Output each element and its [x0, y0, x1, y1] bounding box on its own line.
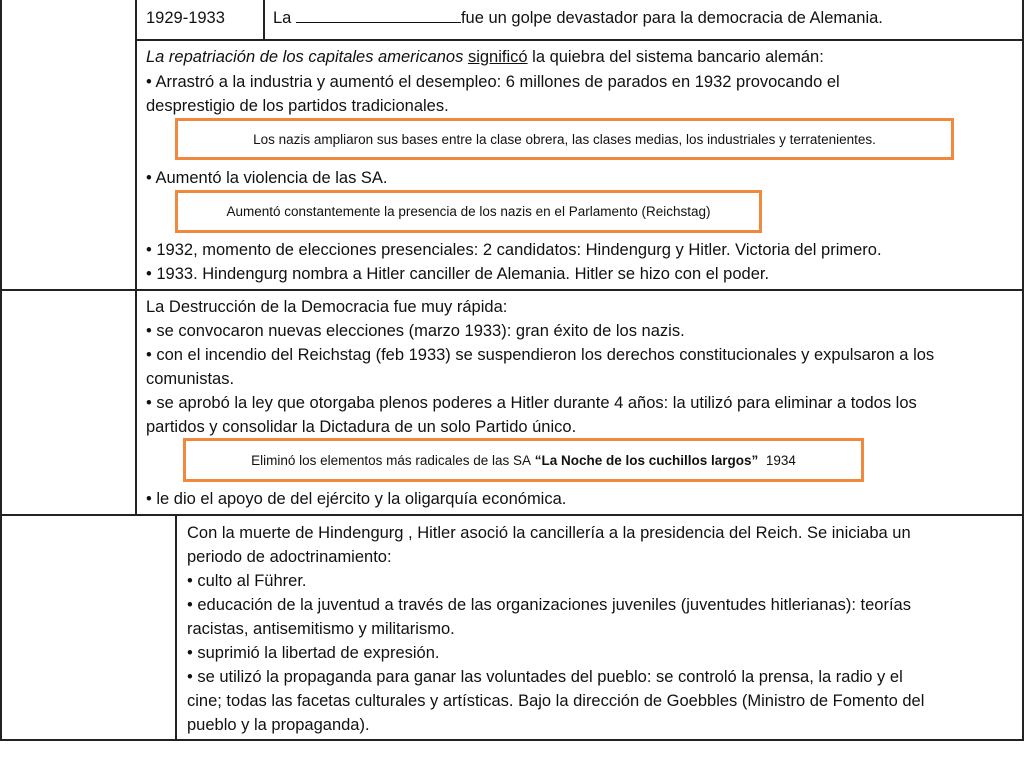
column1-divider: [135, 0, 137, 515]
row1-years: 1929-1933: [146, 9, 225, 27]
row3-bullet3-line2: partidos y consolidar la Dictadura de un solo Partido único.: [146, 418, 577, 436]
table-bottom-border: [0, 739, 1024, 741]
row3-bullet2-line1: • con el incendio del Reichstag (feb 1933) se suspendieron los derechos constitucionales y expulsaron a los: [146, 346, 935, 364]
row1-year-divider: [263, 0, 265, 40]
row3-bullet2-line2: comunistas.: [146, 370, 235, 388]
row3-bullet3-line1: • se aprobó la ley que otorgaba plenos poderes a Hitler durante 4 años: la utilizó para eliminar a todos los: [146, 394, 917, 412]
callout-box-reichstag-text: Aumentó constantemente la presencia de los nazis en el Parlamento (Reichstag): [226, 204, 711, 219]
row4-bullet2-line1: • educación de la juventud a través de las organizaciones juveniles (juventudes hitlerianas): teorías: [187, 596, 911, 614]
row3-bottom-border: [0, 514, 1024, 516]
row4-bullet4-line1: • se utilizó la propaganda para ganar las voluntades del pueblo: se controló la prensa, la radio y el: [187, 668, 903, 686]
row3-bullet1: • se convocaron nuevas elecciones (marzo 1933): gran éxito de los nazis.: [146, 322, 685, 340]
row1-suffix: fue un golpe devastador para la democracia de Alemania.: [460, 9, 883, 27]
row2-bullet1-line2: desprestigio de los partidos tradicionales.: [146, 97, 449, 115]
row3-intro: La Destrucción de la Democracia fue muy rápida:: [146, 298, 508, 316]
row3-bullet4: • le dio el apoyo de del ejército y la oligarquía económica.: [146, 490, 567, 508]
row2-intro-rest: la quiebra del sistema bancario alemán:: [532, 48, 824, 66]
row2-intro: [146, 45, 824, 69]
fill-in-blank[interactable]: [296, 8, 461, 23]
row2-bullet1-line1: • Arrastró a la industria y aumentó el desempleo: 6 millones de parados en 1932 provocando el: [146, 73, 840, 91]
row2-bullet3: • 1932, momento de elecciones presenciales: 2 candidatos: Hindengurg y Hitler. Victoria del primero.: [146, 241, 882, 259]
table-left-border: [0, 0, 2, 740]
callout-box-long-knives: [183, 438, 864, 482]
callout-box-long-knives-bold: “La Noche de los cuchillos largos”: [534, 452, 759, 468]
callout-box-reichstag: [175, 190, 762, 233]
row1-sentence: [273, 6, 883, 30]
callout-box-nazi-bases: [175, 118, 954, 160]
row4-bullet2-line2: racistas, antisemitismo y militarismo.: [187, 620, 455, 638]
row4-bullet4-line3: pueblo y la propaganda).: [187, 716, 370, 734]
row4-bullet3: • suprimió la libertad de expresión.: [187, 644, 440, 662]
row4-bullet4-line2: cine; todas las facetas culturales y artísticas. Bajo la dirección de Goebbles (Ministro de Fomento del: [187, 692, 925, 710]
row2-intro-italic: La repatriación de los capitales americanos: [146, 48, 464, 66]
row1-bottom-border: [136, 39, 1024, 41]
callout-box-long-knives-pre: Eliminó los elementos más radicales de las SA: [251, 452, 531, 468]
row2-bottom-border: [0, 289, 1024, 291]
callout-box-long-knives-year: 1934: [765, 452, 796, 468]
row1-prefix: La: [273, 9, 292, 27]
row2-bullet4: • 1933. Hindengurg nombra a Hitler canciller de Alemania. Hitler se hizo con el poder.: [146, 265, 770, 283]
row4-line1: Con la muerte de Hindengurg , Hitler asoció la cancillería a la presidencia del Reich. Se iniciaba un: [187, 524, 911, 542]
row2-intro-underlined: significó: [467, 48, 528, 66]
row4-divider: [175, 515, 177, 740]
row4-line2: periodo de adoctrinamiento:: [187, 548, 392, 566]
callout-box-nazi-bases-text: Los nazis ampliaron sus bases entre la clase obrera, las clases medias, los industriales y terratenientes.: [253, 131, 876, 147]
row2-bullet2: • Aumentó la violencia de las SA.: [146, 169, 388, 187]
row4-bullet1: • culto al Führer.: [187, 572, 307, 590]
